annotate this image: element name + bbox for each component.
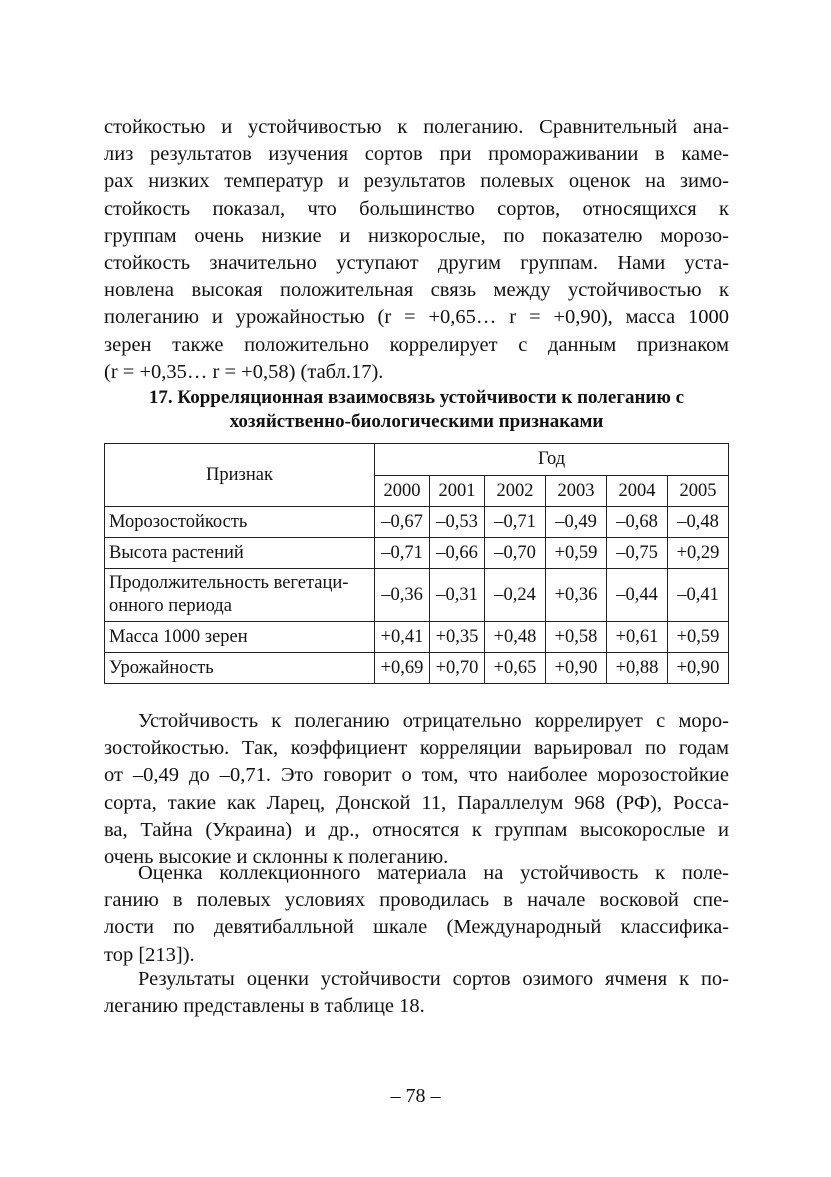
text-line: стойкость значительно уступают другим группам. Нами уста- bbox=[104, 252, 729, 275]
table-cell: –0,24 bbox=[485, 569, 546, 622]
text-line: ва, Тайна (Украина) и др., относятся к группам высокорослые и bbox=[104, 818, 729, 841]
table-cell: +0,59 bbox=[668, 622, 729, 653]
row-label: Продолжительность вегетаци-онного периода bbox=[105, 569, 375, 622]
table-cell: +0,48 bbox=[485, 622, 546, 653]
text-line: Оценка коллекционного материала на устойчивость к поле- bbox=[138, 862, 729, 884]
year-header: 2002 bbox=[485, 476, 546, 507]
text-line: сорта, такие как Ларец, Донской 11, Параллелум 968 (РФ), Росса- bbox=[104, 791, 729, 814]
year-header: 2005 bbox=[668, 476, 729, 507]
table-cell: –0,70 bbox=[485, 538, 546, 569]
text-line: Результаты оценки устойчивости сортов озимого ячменя к по- bbox=[138, 968, 729, 990]
table-cell: +0,65 bbox=[485, 653, 546, 684]
header-feature: Признак bbox=[105, 444, 375, 507]
year-header: 2003 bbox=[546, 476, 607, 507]
text-line: зерен также положительно коррелирует с данным признаком bbox=[104, 333, 729, 356]
text-line: тор [213]). bbox=[104, 943, 195, 966]
table-cell: +0,59 bbox=[546, 538, 607, 569]
table-cell: +0,35 bbox=[430, 622, 485, 653]
caption-line: хозяйственно-биологическими признаками bbox=[229, 411, 604, 432]
page-number: – 78 – bbox=[390, 1085, 441, 1107]
table-cell: +0,36 bbox=[546, 569, 607, 622]
table-row bbox=[105, 507, 729, 538]
paragraph-field-assessment bbox=[104, 860, 729, 969]
text-line: стойкостью и устойчивостью к полеганию. Сравнительный ана- bbox=[104, 116, 729, 138]
table-cell: –0,75 bbox=[607, 538, 668, 569]
correlation-table bbox=[104, 443, 728, 684]
table-cell: –0,67 bbox=[375, 507, 430, 538]
text-line: зостойкостью. Так, коэффициент корреляции варьировал по годам bbox=[104, 737, 729, 760]
table-cell: +0,29 bbox=[668, 538, 729, 569]
table-row bbox=[105, 653, 729, 684]
table-cell: +0,69 bbox=[375, 653, 430, 684]
table-cell: –0,53 bbox=[430, 507, 485, 538]
text-line: полеганию и урожайностью (r = +0,65… r = +0,90), масса 1000 bbox=[104, 306, 729, 329]
year-header: 2001 bbox=[430, 476, 485, 507]
text-line: ганию в полевых условиях проводилась в начале восковой спе- bbox=[104, 889, 729, 912]
table-cell: +0,70 bbox=[430, 653, 485, 684]
text-line: группам очень низкие и низкорослые, по показателю морозо- bbox=[104, 224, 729, 247]
table-cell: –0,36 bbox=[375, 569, 430, 622]
text-line: (r = +0,35… r = +0,58) (табл.17). bbox=[104, 360, 384, 383]
table-cell: +0,61 bbox=[607, 622, 668, 653]
table-caption bbox=[104, 386, 729, 434]
row-label: Масса 1000 зерен bbox=[105, 622, 375, 653]
text-line: стойкость показал, что большинство сортов, относящихся к bbox=[104, 197, 729, 220]
table-cell: –0,48 bbox=[668, 507, 729, 538]
table-cell: +0,90 bbox=[668, 653, 729, 684]
table-cell: +0,41 bbox=[375, 622, 430, 653]
table-cell: –0,71 bbox=[375, 538, 430, 569]
text-line: новлена высокая положительная связь между устойчивостью к bbox=[104, 279, 729, 302]
row-label: Высота растений bbox=[105, 538, 375, 569]
table-cell: –0,68 bbox=[607, 507, 668, 538]
text-line: рах низких температур и результатов полевых оценок на зимо- bbox=[104, 170, 729, 193]
table-cell: +0,58 bbox=[546, 622, 607, 653]
paragraph-frost-correlation bbox=[104, 708, 729, 871]
text-line: лости по девятибалльной шкале (Международный классифика- bbox=[104, 916, 729, 939]
paragraph-results bbox=[104, 966, 729, 1020]
caption-line: 17. Корреляционная взаимосвязь устойчивости к полеганию с bbox=[148, 387, 685, 408]
header-year: Год bbox=[375, 444, 729, 476]
table-cell: –0,71 bbox=[485, 507, 546, 538]
year-header: 2004 bbox=[607, 476, 668, 507]
table-cell: –0,66 bbox=[430, 538, 485, 569]
table-cell: –0,41 bbox=[668, 569, 729, 622]
table-row bbox=[105, 622, 729, 653]
table-row bbox=[105, 569, 729, 622]
table-cell: –0,44 bbox=[607, 569, 668, 622]
table-cell: +0,90 bbox=[546, 653, 607, 684]
row-label: Урожайность bbox=[105, 653, 375, 684]
table-cell: +0,88 bbox=[607, 653, 668, 684]
text-line: от –0,49 до –0,71. Это говорит о том, что наиболее морозостойкие bbox=[104, 764, 729, 787]
text-line: лиз результатов изучения сортов при промораживании в каме- bbox=[104, 143, 729, 166]
row-label: Морозостойкость bbox=[105, 507, 375, 538]
text-line: леганию представлены в таблице 18. bbox=[104, 995, 425, 1018]
table-row bbox=[105, 538, 729, 569]
text-line: очень высокие и склонны к полеганию. bbox=[104, 846, 449, 869]
table-cell: –0,49 bbox=[546, 507, 607, 538]
year-header: 2000 bbox=[375, 476, 430, 507]
table-cell: –0,31 bbox=[430, 569, 485, 622]
text-line: Устойчивость к полеганию отрицательно коррелирует с моро- bbox=[138, 710, 729, 732]
paragraph-intro bbox=[104, 114, 729, 386]
